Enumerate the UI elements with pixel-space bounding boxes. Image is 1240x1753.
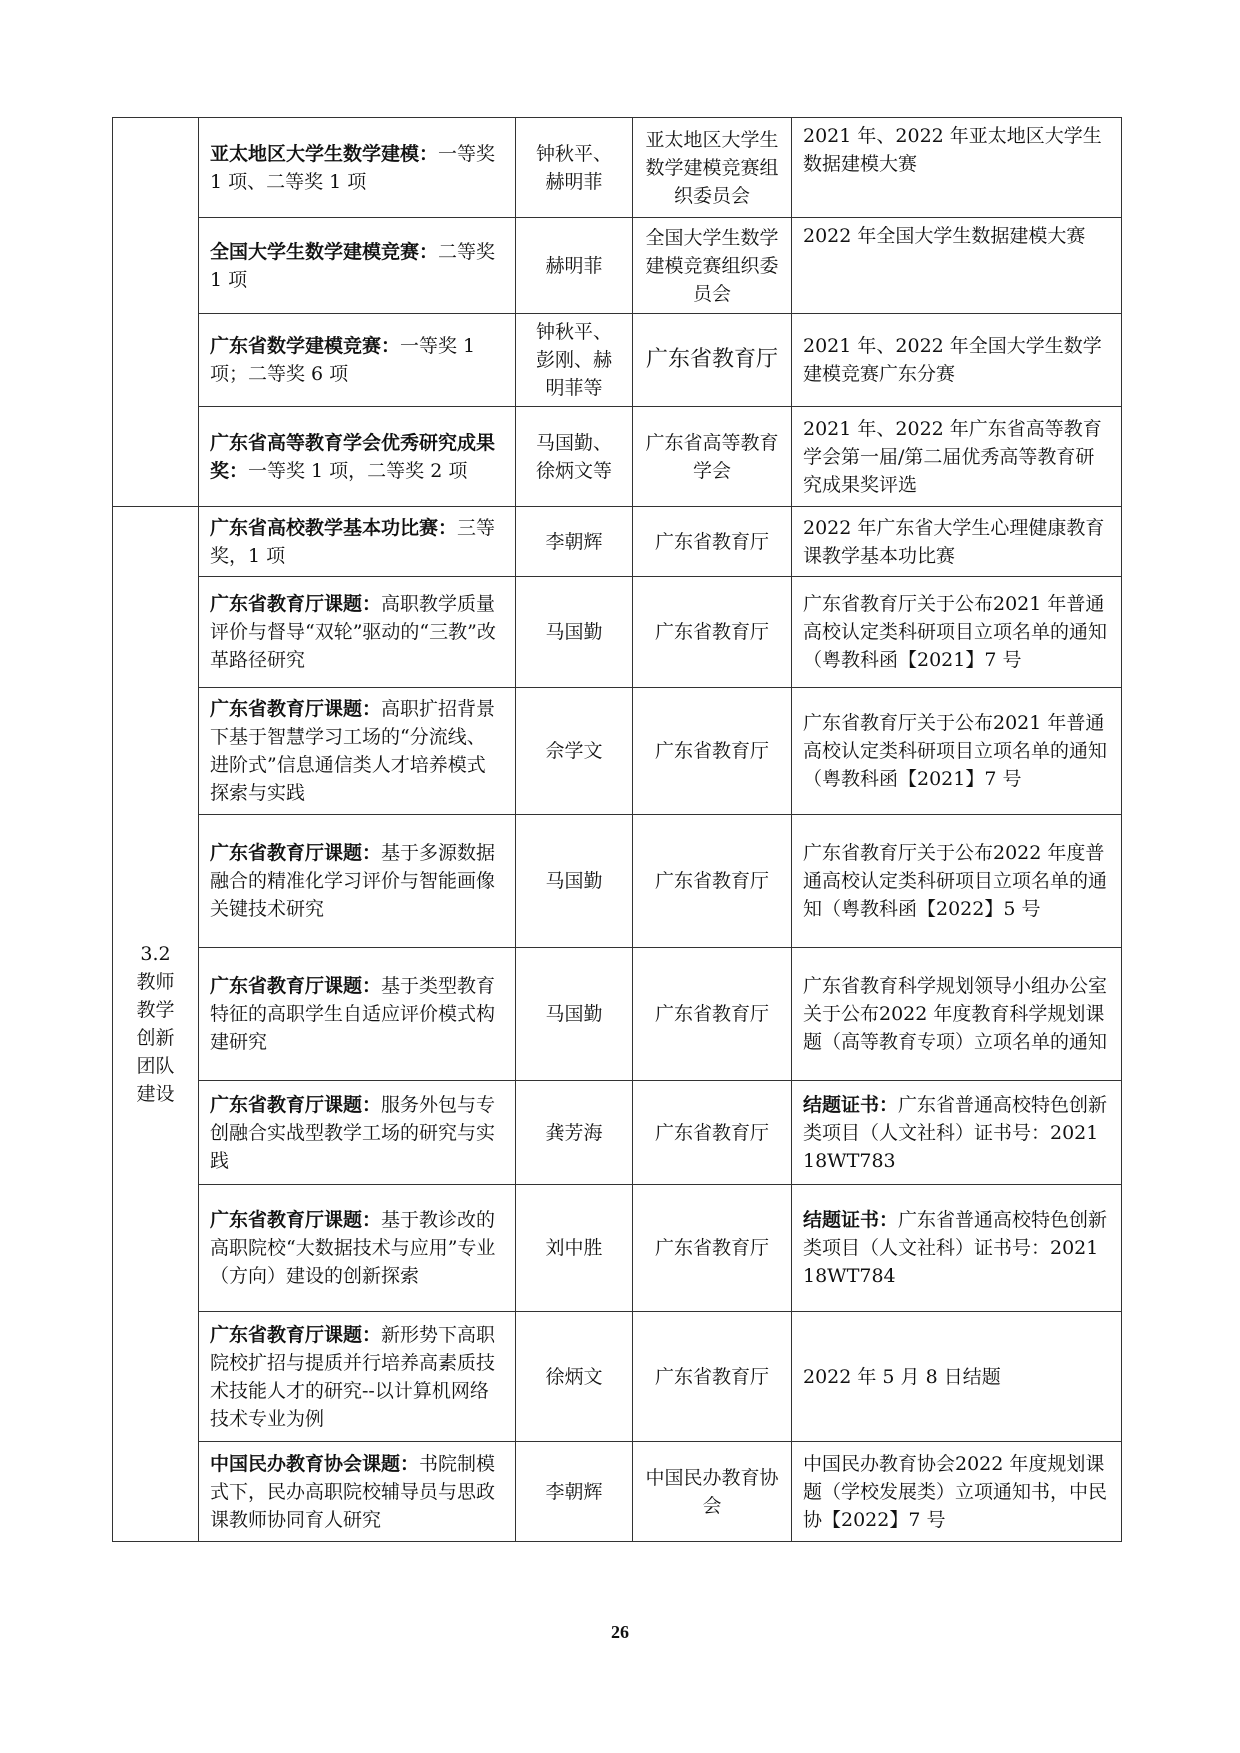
achievement-cell xyxy=(199,1081,516,1185)
org-cell: 全国大学生数学建模竞赛组织委员会 xyxy=(633,218,792,314)
achievement-cell xyxy=(199,314,516,407)
person-cell: 马国勤 xyxy=(516,577,633,688)
achievement-cell xyxy=(199,1185,516,1312)
achievement-detail: 高职教学质量评价与督导“双轮”驱动的“三教”改革路径研究 xyxy=(210,593,496,671)
section-cell-empty xyxy=(113,118,199,507)
achievement-detail: 一等奖 1 项、二等奖 1 项 xyxy=(210,142,496,193)
person-cell: 赫明菲 xyxy=(516,218,633,314)
achievement-cell xyxy=(199,1312,516,1442)
table-row xyxy=(113,1185,1122,1312)
achievement-cell xyxy=(199,407,516,507)
org-cell: 广东省教育厅 xyxy=(633,1081,792,1185)
page-number: 26 xyxy=(611,1622,629,1642)
achievement-cell xyxy=(199,688,516,815)
section-number: 3.2 xyxy=(140,943,171,965)
org-cell: 广东省教育厅 xyxy=(633,507,792,577)
table-row xyxy=(113,1081,1122,1185)
achievement-detail: 一等奖 1 项，二等奖 2 项 xyxy=(248,459,468,482)
achievement-detail: 书院制模式下，民办高职院校辅导员与思政课教师协同育人研究 xyxy=(210,1452,496,1531)
table-row xyxy=(113,314,1122,407)
achievement-title: 亚太地区大学生数学建模： xyxy=(210,142,439,165)
achievement-cell xyxy=(199,118,516,218)
table-row xyxy=(113,118,1122,218)
basis-cell: 结题证书：广东省普通高校特色创新类项目（人文社科）证书号：202118WT783 xyxy=(792,1081,1122,1185)
section-title-line: 教学 xyxy=(136,999,175,1021)
table-row xyxy=(113,577,1122,688)
basis-cell: 广东省教育厅关于公布2021 年普通高校认定类科研项目立项名单的通知（粤教科函【2021】7 号 xyxy=(792,577,1122,688)
section-title-line: 教师 xyxy=(136,971,175,993)
basis-cell: 中国民办教育协会2022 年度规划课题（学校发展类）立项通知书，中民协【2022】7 号 xyxy=(792,1442,1122,1542)
achievement-detail: 基于类型教育特征的高职学生自适应评价模式构建研究 xyxy=(210,975,496,1053)
table-row xyxy=(113,815,1122,948)
basis-cell: 2022 年全国大学生数据建模大赛 xyxy=(792,218,1122,314)
achievement-title: 广东省教育厅课题： xyxy=(210,593,382,615)
table-row xyxy=(113,948,1122,1081)
person-cell: 佘学文 xyxy=(516,688,633,815)
achievement-title: 广东省教育厅课题： xyxy=(210,975,382,997)
org-cell: 中国民办教育协会 xyxy=(633,1442,792,1542)
section-cell xyxy=(113,507,199,1542)
achievement-title: 广东省教育厅课题： xyxy=(210,1209,382,1231)
person-cell: 钟秋平、赫明菲 xyxy=(516,118,633,218)
org-cell: 广东省教育厅 xyxy=(633,815,792,948)
person-cell: 马国勤 xyxy=(516,815,633,948)
achievement-title: 广东省数学建模竞赛： xyxy=(210,335,401,357)
achievement-cell xyxy=(199,815,516,948)
basis-cell: 2021 年、2022 年全国大学生数学建模竞赛广东分赛 xyxy=(792,314,1122,407)
person-cell: 马国勤、徐炳文等 xyxy=(516,407,633,507)
achievement-title: 广东省教育厅课题： xyxy=(210,1093,382,1116)
org-cell: 广东省教育厅 xyxy=(633,948,792,1081)
basis-cell: 2022 年广东省大学生心理健康教育课教学基本功比赛 xyxy=(792,507,1122,577)
org-cell: 广东省教育厅 xyxy=(633,688,792,815)
achievement-title: 广东省高等教育学会优秀研究成果奖： xyxy=(210,431,496,482)
org-cell: 广东省教育厅 xyxy=(633,577,792,688)
basis-cell: 广东省教育厅关于公布2021 年普通高校认定类科研项目立项名单的通知（粤教科函【2021】7 号 xyxy=(792,688,1122,815)
achievement-detail: 二等奖 1 项 xyxy=(210,240,496,291)
person-cell: 刘中胜 xyxy=(516,1185,633,1312)
basis-cell: 2022 年 5 月 8 日结题 xyxy=(792,1312,1122,1442)
achievement-cell xyxy=(199,1442,516,1542)
achievement-cell xyxy=(199,948,516,1081)
section-title-line: 团队 xyxy=(136,1055,175,1077)
person-cell: 钟秋平、彭刚、赫明菲等 xyxy=(516,314,633,407)
basis-bold-label: 结题证书： xyxy=(803,1093,899,1116)
achievement-title: 广东省教育厅课题： xyxy=(210,698,382,720)
table-row xyxy=(113,1442,1122,1542)
achievement-title: 广东省教育厅课题： xyxy=(210,1323,382,1346)
org-cell: 亚太地区大学生数学建模竞赛组织委员会 xyxy=(633,118,792,218)
org-cell: 广东省教育厅 xyxy=(633,314,792,407)
achievement-cell xyxy=(199,218,516,314)
org-cell: 广东省教育厅 xyxy=(633,1312,792,1442)
person-cell: 马国勤 xyxy=(516,948,633,1081)
org-cell: 广东省高等教育学会 xyxy=(633,407,792,507)
achievement-detail: 服务外包与专创融合实战型教学工场的研究与实践 xyxy=(210,1093,496,1172)
table-row xyxy=(113,1312,1122,1442)
basis-cell: 2021 年、2022 年广东省高等教育学会第一届/第二届优秀高等教育研究成果奖评选 xyxy=(792,407,1122,507)
basis-bold-label: 结题证书： xyxy=(803,1209,899,1231)
person-cell: 徐炳文 xyxy=(516,1312,633,1442)
achievement-title: 广东省教育厅课题： xyxy=(210,842,382,864)
achievement-detail: 高职扩招背景下基于智慧学习工场的“分流线、进阶式”信息通信类人才培养模式探索与实践 xyxy=(210,698,496,804)
achievement-title: 中国民办教育协会课题： xyxy=(210,1452,420,1475)
table-row xyxy=(113,507,1122,577)
org-cell: 广东省教育厅 xyxy=(633,1185,792,1312)
achievement-cell xyxy=(199,577,516,688)
person-cell: 龚芳海 xyxy=(516,1081,633,1185)
section-title-line: 创新 xyxy=(136,1027,175,1049)
person-cell: 李朝辉 xyxy=(516,1442,633,1542)
table-row xyxy=(113,688,1122,815)
basis-cell: 结题证书：广东省普通高校特色创新类项目（人文社科）证书号：202118WT784 xyxy=(792,1185,1122,1312)
achievement-detail: 新形势下高职院校扩招与提质并行培养高素质技术技能人才的研究--以计算机网络技术专业为例 xyxy=(210,1323,496,1430)
achievement-detail: 基于教诊改的高职院校“大数据技术与应用”专业（方向）建设的创新探索 xyxy=(210,1209,496,1287)
achievement-detail: 一等奖 1 项；二等奖 6 项 xyxy=(210,335,476,385)
achievement-title: 广东省高校教学基本功比赛： xyxy=(210,516,458,539)
achievement-cell xyxy=(199,507,516,577)
section-title-line: 建设 xyxy=(136,1083,175,1105)
table-row xyxy=(113,407,1122,507)
basis-cell: 2021 年、2022 年亚太地区大学生数据建模大赛 xyxy=(792,118,1122,218)
achievements-table xyxy=(112,117,1122,1542)
basis-cell: 广东省教育科学规划领导小组办公室关于公布2022 年度教育科学规划课题（高等教育专项）立项名单的通知 xyxy=(792,948,1122,1081)
achievement-title: 全国大学生数学建模竞赛： xyxy=(210,240,439,263)
achievement-detail: 三等奖，1 项 xyxy=(210,516,496,567)
table-row xyxy=(113,218,1122,314)
achievement-detail: 基于多源数据融合的精准化学习评价与智能画像关键技术研究 xyxy=(210,842,496,920)
person-cell: 李朝辉 xyxy=(516,507,633,577)
basis-cell: 广东省教育厅关于公布2022 年度普通高校认定类科研项目立项名单的通知（粤教科函【2022】5 号 xyxy=(792,815,1122,948)
